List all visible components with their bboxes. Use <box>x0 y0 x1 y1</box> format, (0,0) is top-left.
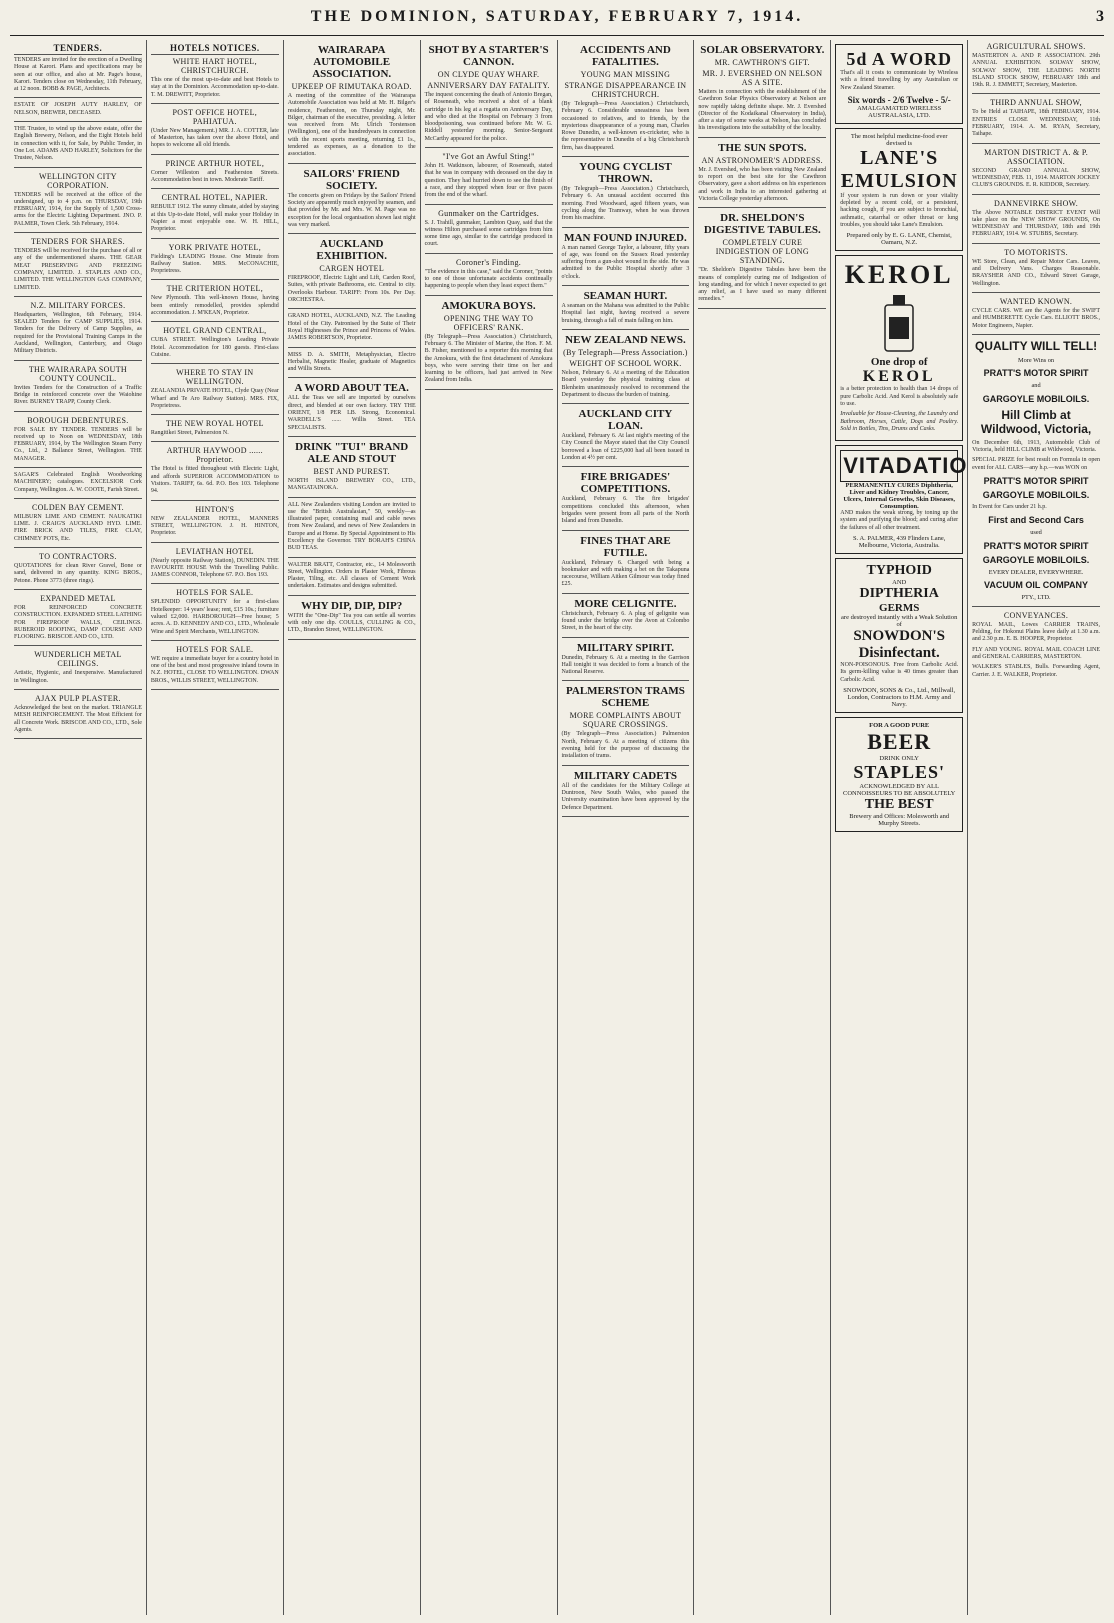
item-heading: AJAX PULP PLASTER. <box>35 694 121 704</box>
divider <box>288 557 416 558</box>
vitadatio-ad-headline: VITADATIO <box>840 450 958 482</box>
snowdons-ad <box>835 558 963 713</box>
vitadatio-ad-address: S. A. PALMER, 439 Flinders Lane, Melbourne, Victoria, Australia. <box>852 535 946 550</box>
masthead <box>10 8 1104 36</box>
article-text: Auckland, February 6. At last night's meeting of the City Council the Mayor stated that the City Council borrowed a loan of £225,000 had all been issued in London at 4½ per cent. <box>561 433 690 462</box>
article-headline: WAIRARAPA AUTOMOBILE ASSOCIATION. <box>312 44 392 80</box>
staples-beer-ad <box>835 717 963 832</box>
column-associations <box>284 40 421 1615</box>
article-subheading: Gunmaker on the Cartridges. <box>438 208 540 218</box>
divider <box>14 97 142 98</box>
article-subheading-2: ANNIVERSARY DAY FATALITY. <box>427 81 550 90</box>
divider <box>972 243 1100 244</box>
article-text: WITH the "One-Dip" Tea you can settle all worries with only one dip. COULLS, CULLING & CO., LTD., Brandon Street, WELLINGTON. <box>287 612 416 634</box>
pratt-dealer: EVERY DEALER, EVERYWHERE. <box>988 568 1084 576</box>
article-text: All of the candidates for the Military College at Duntroon, New South Wales, who passed the University examination have been approved by the Defence Department. <box>561 782 690 811</box>
item-text: SAGAR'S Celebrated English Woodworking MACHINERY; catalogues. EXCELSIOR Cork Company, Wellington. A. W. COOTE, Farish Street. <box>14 471 142 493</box>
article-text: (By Telegraph—Press Association.) Christchurch, February 6. The Minister of Marine, the Hon. F. M. B. Fisher, mentioned to a reporter this morning that the Amokura, with the first detachment of Amokura boys, who were serving their time on her and learning to be officers, had just arrived in New Zealand from India. <box>424 333 553 384</box>
article-text: Christchurch, February 6. A plug of gelignite was found under the bridge over the Avon at Colombo Street, in the heart of the city. <box>561 610 690 632</box>
item-heading: MARTON DISTRICT A. & P. ASSOCIATION. <box>984 147 1089 166</box>
article-subheading: Coroner's Finding. <box>456 257 522 267</box>
article-subheading: CARGEN HOTEL <box>319 264 385 274</box>
divider <box>14 589 142 590</box>
wireless-ad <box>835 44 963 124</box>
divider <box>151 500 279 501</box>
divider <box>562 285 690 286</box>
item-heading: AGRICULTURAL SHOWS. <box>986 42 1086 51</box>
divider <box>14 411 142 412</box>
item-text: (Nearly opposite Railway Station), DUNEDIN. THE FAVOURITE HOUSE With the Travelling Public. JAMES CONNOR, Telephone 67. P.O. Box 193. <box>150 557 279 579</box>
wireless-ad-headline: 5d A WORD <box>846 49 953 69</box>
article-subheading-2: WEIGHT OF SCHOOL WORK. <box>569 358 682 368</box>
item-heading: WUNDERLICH METAL CEILINGS. <box>34 650 122 669</box>
divider <box>562 227 690 228</box>
vacuum-oil-company: VACUUM OIL COMPANY <box>984 580 1089 591</box>
staples-ad-ack: ACKNOWLEDGED BY ALL CONNOISSEURS TO BE ABSOLUTELY <box>843 782 956 797</box>
article-text: NORTH ISLAND BREWERY CO., LTD., MANGATAINOKA. <box>287 477 416 492</box>
item-text: ESTATE OF JOSEPH AUTY HARLEY, OF NELSON, BREWER, DECEASED. <box>14 102 142 116</box>
item-heading: EXPANDED METAL <box>40 593 116 603</box>
item-text: To be Held at TAIHAPE, 18th FEBRUARY, 1914. ENTRIES CLOSE WEDNESDAY, 11th FEBRUARY, 1914. A. M. RYAN, Secretary, Taihape. <box>972 109 1100 138</box>
divider <box>562 680 690 681</box>
divider <box>151 542 279 543</box>
item-text: MASTERTON A. AND P. ASSOCIATION. 29th ANNUAL EXHIBITION. SOLWAY SHOW, SOLWAY SHOW, THE LEADING NORTH ISLAND STOCK SHOW, FEBRUARY 18th and 19th. R. J. EMMETT, Secretary, Masterton. <box>972 53 1100 89</box>
article-subheading: UPKEEP OF RIMUTAKA ROAD. <box>291 82 412 91</box>
divider <box>151 441 279 442</box>
page-number: 3 <box>1096 8 1104 25</box>
item-heading: TO CONTRACTORS. <box>39 552 117 562</box>
column-cannon-story <box>421 40 558 1615</box>
article-text: John H. Watkinson, labourer, of Roseneath, stated that he was in company with deceased on the day in question. They had hurried down to see the finish of a race, and they stopped when four or five paces from the end of the wharf. <box>424 163 553 199</box>
item-heading: THE NEW ROYAL HOTEL <box>165 419 264 429</box>
divider <box>562 637 690 638</box>
article-text: "The evidence in this case," said the Coroner, "points to one of those unfortunate accidents continually happening to people when they least expect them." <box>424 268 553 290</box>
divider <box>972 143 1100 144</box>
section-heading: TENDERS. <box>14 43 142 55</box>
article-subheading: (By Telegraph—Press Association.) <box>563 347 688 357</box>
article-subheading: YOUNG MAN MISSING <box>580 70 671 79</box>
columns <box>10 40 1104 1615</box>
divider <box>151 689 279 690</box>
conveyance-item: ROYAL MAIL, Lowes CARRIER TRAINS, Pelding, for Hokonui Plains leave daily at 1.30 a.m. and 2.30 p.m. E. B. HOOPER, Proprietor. <box>972 621 1100 643</box>
snowdons-ad-maker: SNOWDON, SONS & Co., Ltd., Millwall, London, Contractors to H.M. Army and Navy. <box>843 686 956 708</box>
wireless-ad-text: That's all it costs to communicate by Wireless with a friend travelling by any Australian or New Zealand Steamer. <box>840 70 959 91</box>
item-text: FOR SALE BY TENDER. TENDERS will be received up to Noon on WEDNESDAY, 18th FEBRUARY, 1914, by The Wellington Steam Ferry Co., Ltd., 2 Ballance Street, Wellington. THE MANAGER. <box>14 426 142 462</box>
divider <box>288 595 416 596</box>
column-tenders <box>10 40 147 1615</box>
lanes-emulsion-ad <box>835 128 963 251</box>
vitadatio-ad-text: AND makes the weak strong, by toning up the system and purifying the blood; and curing after the failures of all other treatment. <box>840 510 959 531</box>
article-headline: WHY DIP, DIP, DIP? <box>301 599 403 612</box>
divider <box>14 467 142 468</box>
article-text: The inquest concerning the death of Antonio Bregan, of Roseneath, who received a shot of a blank cartridge in his leg at a regatta on Anniversary Day, and who died at the Hospital on February 3 from bloodpoisoning, was continued before Mr. W. G. Riddell yesterday morning. Senior-Sergeant McCarthy appeared for the police. <box>424 92 553 142</box>
divider <box>698 308 826 309</box>
divider <box>14 645 142 646</box>
article-subheading: COMPLETELY CURE INDIGESTION OF LONG STANDING. <box>715 238 809 266</box>
divider <box>562 593 690 594</box>
article-headline: AMOKURA BOYS. <box>441 299 536 312</box>
article-subheading: "I've Got an Awful Sting!" <box>442 152 535 162</box>
article-headline: MILITARY CADETS <box>573 769 678 782</box>
article-text: Mr. J. Evershed, who has been visiting New Zealand to report on the best site for the Cawthron Observatory, gave a short address on his experiences and work in India to an interested gathering at Victoria College yesterday afternoon. <box>698 166 827 202</box>
divider <box>14 498 142 499</box>
article-subheading: MR. CAWTHRON'S GIFT. <box>714 58 810 67</box>
lanes-ad-headline: LANE'S EMULSION <box>840 146 958 192</box>
item-heading: PRINCE ARTHUR HOTEL, <box>165 158 265 168</box>
column-hotels <box>147 40 284 1615</box>
item-text: TENDERS will be received for the purchase of all or any of the undermentioned shares. THE GEAR MEAT PRESERVING AND FREEZING COMPANY, LIMITED. J. STAPLES AND CO., LIMITED. THE WELLINGTON GAS COMPANY, LIMITED. <box>14 248 142 291</box>
item-text: Invites Tenders for the Construction of a Traffic Bridge in reinforced concrete over the Waiohine River. BURNEY TRAPP, County Clerk. <box>14 384 142 406</box>
article-headline: NEW ZEALAND NEWS. <box>565 333 686 346</box>
article-headline: SOLAR OBSERVATORY. <box>700 44 825 56</box>
staples-ad-kicker: FOR A GOOD PURE <box>869 721 930 729</box>
kerol-ad-text: is a better protection to health than 14 drops of pure Carbolic Acid. And Kerol is absolutely safe to use. <box>840 386 959 407</box>
item-heading: POST OFFICE HOTEL, PAHIATUA. <box>172 107 258 126</box>
item-heading: HOTELS FOR SALE. <box>176 644 254 654</box>
divider <box>151 154 279 155</box>
article-subheading-2: STRANGE DISAPPEARANCE IN CHRISTCHURCH. <box>564 81 687 99</box>
pratt-text-2: SPECIAL PRIZE for best result on Formula in open event for ALL CARS—any h.p.—was WON on <box>972 457 1100 471</box>
article-text: Matters in connection with the establishment of the Cawthron Solar Physics Observatory at Nelson are now rapidly taking definite shape. Mr. J. Evershed (Director of the Kodaikanal Observatory in India), after a stay of some weeks at Nelson, has concluded his investigations into the suitability of the locality. <box>698 89 827 132</box>
article-text: A meeting of the committee of the Wairarapa Automobile Association was held at Mr. H. Bilger's residence, Featherston, on Thursday night, Mr. Bilger, chairman of the executive, presiding. A letter was received from Mr. Ulrich Torstenson (Wellington), one of the hundredyears in connection with the recent sports meeting, returning £1 1s., tendered as expenses, as a donation to the association. <box>287 93 416 158</box>
article-text: Nelson, February 6. At a meeting of the Education Board yesterday the physical training class at Blenheim unanimously resolved to recommend the Department to discuss the burden of training. <box>561 369 690 398</box>
divider <box>288 639 416 640</box>
wireless-ad-company: AMALGAMATED WIRELESS AUSTRALASIA, LTD. <box>857 104 942 119</box>
divider <box>425 147 553 148</box>
article-headline: ACCIDENTS AND FATALITIES. <box>580 44 671 68</box>
divider <box>288 163 416 164</box>
kerol-ad-uses: Invaluable for House-Cleaning, the Laundry and Bathroom, Horses, Cattle, Dogs and Poultry. Sold in Bottles, Tins, Drums and Casks. <box>840 411 959 432</box>
divider <box>151 103 279 104</box>
divider <box>14 738 142 739</box>
divider <box>288 436 416 437</box>
kerol-ad <box>835 255 963 441</box>
item-heading: COLDEN BAY CEMENT. <box>31 502 124 512</box>
staples-ad-headline: STAPLES' <box>853 761 946 782</box>
article-headline: DRINK "TUI" BRAND ALE AND STOUT <box>295 440 409 465</box>
item-heading: HOTELS FOR SALE. <box>176 588 254 598</box>
vitadatio-ad <box>835 445 968 554</box>
article-headline: A WORD ABOUT TEA. <box>294 382 409 395</box>
divider <box>151 414 279 415</box>
article-headline: SHOT BY A STARTER'S CANNON. <box>428 44 549 68</box>
article-headline: MAN FOUND INJURED. <box>564 231 687 244</box>
snowdons-ad-text: NON-POISONOUS. Free from Carbolic Acid. Its germ-killing value is 40 times greater than Carbolic Acid. <box>840 662 959 683</box>
article-headline: PALMERSTON TRAMS SCHEME <box>565 685 685 710</box>
item-text: FOR REINFORCED CONCRETE CONSTRUCTION. EXPANDED STEEL LATHING FOR FIREPROOF WALLS, CEILINGS. RUBEROID ROOFING, DAMP COURSE AND FLOORING. BRISCOE AND CO., LTD. <box>14 604 142 641</box>
bottle-icon <box>879 293 919 353</box>
item-heading: WHITE HART HOTEL, CHRISTCHURCH. <box>172 57 257 75</box>
item-text: NEW ZEALANDER HOTEL, MANNERS STREET, WELLINGTON. J. H. HINTON, Proprietor. <box>150 515 279 537</box>
item-text: SPLENDID OPPORTUNITY for a first-class Hotelkeeper: 14 years' lease; rent, £15 10s.; furniture valued £2,000. HARBOROUGH—Free house; 5 acres. A. D. KENNEDY AND CO., LTD., Wholesale Wine and Spirit Merchants, WELLINGTON. <box>150 599 279 635</box>
item-heading: DANNEVIRKE SHOW. <box>994 198 1079 208</box>
article-text: (By Telegraph—Press Association.) Christchurch, February 6. An unusual accident occurred this morning. Fred Woodward, aged fifteen years, was cycling along the Tramway, when he was thrown from his machine. <box>561 186 690 222</box>
article-headline: AUCKLAND EXHIBITION. <box>316 238 387 263</box>
article-subheading: BEST AND PUREST. <box>313 466 390 476</box>
item-text: QUOTATIONS for clean River Gravel, Bone or sand, delivered in any quantity. KING BROS., Petone. Phone 3773 (three rings). <box>14 563 142 584</box>
lanes-ad-kicker: The most helpful medicine-food ever devised is <box>850 132 948 147</box>
conveyances-heading: CONVEYANCES. <box>1003 610 1069 620</box>
article-headline: YOUNG CYCLIST THROWN. <box>579 161 672 186</box>
gargoyle-mobiloils-2: GARGOYLE MOBILOILS. <box>982 490 1090 501</box>
article-text: Dunedin, February 6. At a meeting in the Garrison Hall tonight it was decided to form a branch of the National Reserve. <box>561 654 690 676</box>
item-text: ZEALANDIA PRIVATE HOTEL, Clyde Quay (Near Wharf and Te Aro Railway Station). MRS. FIX, Proprietress. <box>150 388 279 409</box>
item-heading: HINTON'S <box>195 504 235 514</box>
divider <box>151 363 279 364</box>
staples-ad-beer: BEER <box>867 728 932 754</box>
conveyance-item: FLY AND YOUNG. ROYAL MAIL COACH LINE and GENERAL CARRIERS, MASTERTON. <box>972 646 1100 660</box>
item-text: Corner Willeston and Featherston Streets. Accommodation best in town. Moderate Tariff. <box>150 169 279 184</box>
divider <box>972 194 1100 195</box>
divider <box>288 347 416 348</box>
pratt-and: and <box>1031 382 1041 390</box>
masthead-title: THE DOMINION, SATURDAY, FEBRUARY 7, 1914. <box>310 8 804 25</box>
divider <box>14 121 142 122</box>
item-text: This one of the most up-to-date and best Hotels to stay at in the Dominion. Accommodation up-to-date. T. M. DREWITT, Proprietor. <box>150 77 279 98</box>
snowdons-germs: GERMS <box>879 602 920 615</box>
staples-ad-address: Brewery and Offices: Molesworth and Murphy Streets. <box>849 812 950 827</box>
lanes-ad-text: If your system is run down or your vitality depleted by a recent cold, or a persistent, hacking cough, if you are subject to bronchial, asthmatic, catarrhal or other throat or lung troubles, you should take Lane's Emulsion. <box>840 192 959 229</box>
item-heading: LEVIATHAN HOTEL <box>175 546 254 556</box>
divider <box>972 292 1100 293</box>
divider <box>288 308 416 309</box>
divider <box>151 279 279 280</box>
item-heading: BOROUGH DEBENTURES. <box>27 415 129 425</box>
item-text: Acknowledged the best on the market. TRIANGLE MESH REINFORCEMENT. The Most Efficient for all Concrete Work. BRISCOE AND CO., LTD., Sole Agents. <box>14 705 142 733</box>
divider <box>562 329 690 330</box>
divider <box>972 334 1100 335</box>
article-headline: FIRE BRIGADES' COMPETITIONS. <box>580 471 671 496</box>
pratt-hill-climb: Hill Climb at Wildwood, Victoria, <box>980 407 1092 436</box>
article-text: (By Telegraph—Press Association.) Christchurch, February 6. Considerable uneasiness has been occasioned to relatives, and to friends, by the mysterious disappearance of a young man, Charles Rowe Dunedin, a well-known ex-cricketer, who is the representative in Dunedin of a big Christchurch firm, has disappeared. <box>561 101 690 151</box>
divider <box>14 547 142 548</box>
article-text: WALTER BRATT, Contractor, etc., 14 Molesworth Street, Wellington. Orders in Plaster Work, Fibrous Plaster, Tiling, etc. All classes of Cement Work undertaken. Estimates and designs submitted. <box>287 561 416 590</box>
column-solar-observatory <box>694 40 831 1615</box>
article-text: Auckland, February 6. Charged with being a bookmaker and with making a bet on the Takapuna racecourse, William Aitken Gilmour was today fined £25. <box>561 559 690 588</box>
item-text: Fielding's LEADING House. One Minute from Railway Station. MRS. McCONACHIE, Proprietress. <box>150 253 279 275</box>
snowdons-and: AND <box>892 579 907 587</box>
article-text: MISS D. A. SMITH, Metaphysician, Electro Herbalist, Magnetic Healer, graduate of Magnetics and Willis Streets. <box>287 351 416 373</box>
vitadatio-ad-cures: PERMANENTLY CURES Diphtheria, Liver and Kidney Troubles, Cancer, Ulcers, Internal Growths, Skin Diseases, Consumption. <box>843 482 956 511</box>
item-text: Headquarters, Wellington, 6th February, 1914. SEALED Tenders for CAMP SUPPLIES, 1914. Tenders for the Delivery of Camp Supplies, as required for the Provisional Training Camps in the Auckland, Wellington, Canterbury, and Otago Military Districts. <box>14 311 142 355</box>
divider <box>562 466 690 467</box>
divider <box>151 188 279 189</box>
divider <box>14 360 142 361</box>
divider <box>288 233 416 234</box>
article-text: Auckland, February 6. The fire brigades' competitions concluded this afternoon, when brigades were present from all parts of the North Island and from Dunedin. <box>561 496 690 525</box>
divider <box>288 497 416 498</box>
item-text: REBUILT 1912. The sunny climate, aided by staying at this Up-to-date Hotel, will make your Holiday in Napier a most enjoyable one. W. H. HILL, Proprietor. <box>150 204 279 233</box>
item-heading: WHERE TO STAY IN WELLINGTON. <box>176 368 254 387</box>
article-text: A seaman on the Mahana was admitted to the Public Hospital last night, having received a severe bruising, through a fall of main falling on him. <box>561 303 690 324</box>
divider <box>562 156 690 157</box>
snowdons-diptheria: DIPTHERIA <box>859 586 939 602</box>
divider <box>562 765 690 766</box>
item-heading: WELLINGTON CITY CORPORATION. <box>38 171 117 190</box>
item-text: WE require a immediate buyer for a country hotel in one of the best and most progressive inland towns in N.Z. HOTEL, CLOSE TO WELLINGTON. DWAN BROS., WILLIS STREET, WELLINGTON. <box>150 655 279 684</box>
article-headline: MILITARY SPIRIT. <box>576 641 675 654</box>
divider <box>288 377 416 378</box>
article-text: (By Telegraph—Press Association.) Palmerston North, February 6. At a meeting of citizens this evening held for the purpose of discussing the installation of trams. <box>561 731 690 760</box>
article-subheading-2: MR. J. EVERSHED ON NELSON AS A SITE. <box>702 69 823 87</box>
divider <box>425 389 553 390</box>
article-subheading: ON CLYDE QUAY WHARF. <box>437 70 540 79</box>
item-text: TENDERS will be received at the office of the undersigned, up to 4 p.m. on THURSDAY, 19th FEBRUARY, 1914, for the Supply of 1,500 Cross-arms for the Electric Lighting Department. JNO. P. PALMER, Town Clerk. 5th February, 1914. <box>14 191 142 227</box>
staples-ad-best: THE BEST <box>864 796 934 812</box>
pratt-text-3: In Event for Cars under 21 h.p. <box>972 504 1047 511</box>
snowdons-typhoid: TYPHOID <box>866 563 932 579</box>
divider <box>698 137 826 138</box>
article-text: A man named George Taylor, a labourer, fifty years of age, was found on the Sussex Road yesterday suffering from a gun-shot wound in the side. He was admitted to the Public Hospital shortly after 3 o'clock. <box>561 244 690 280</box>
article-text: S. J. Trahill, gunmaker, Lambton Quay, said that the witness Hilton purchased some cartridges from him some time ago, similar to the cartridge produced in court. <box>424 219 553 248</box>
pratt-motor-spirit: PRATT'S MOTOR SPIRIT <box>983 368 1089 379</box>
divider <box>562 530 690 531</box>
divider <box>151 321 279 322</box>
item-heading: WANTED KNOWN. <box>999 296 1073 306</box>
item-text: TENDERS are invited for the erection of a Dwelling House at Karori. Plans and specifications may be seen at our office, and also at Mr. Page's house, Karori. Tenders close on Wednesday, 11th February, at 12 noon. BOBB & PAGE, Architects. <box>14 57 142 93</box>
divider <box>14 167 142 168</box>
gargoyle-mobiloils-3: GARGOYLE MOBILOILS. <box>982 554 1090 565</box>
item-heading: TENDERS FOR SHARES. <box>30 237 125 247</box>
pratt-used: used <box>1030 529 1042 537</box>
item-heading: ARTHUR HAYWOOD ...... Proprietor. <box>166 446 263 465</box>
pratt-motor-spirit-2: PRATT'S MOTOR SPIRIT <box>983 476 1089 487</box>
item-text: MILBURN LIME AND CEMENT. NAUKATIKI LIME. J. CRAIG'S AUCKLAND HYD. LIME. FIRE BRICK AND TILES, FIRE CLAY, CHIMNEY POTS, Etc. <box>14 513 142 542</box>
article-text: The concerts given on Fridays by the Sailors' Friend Society are apparently much enjoyed by seamen, and that provided by Mr. and Mrs. W. M. Page was no exception for the local organisation shown last night was very marked. <box>287 192 416 228</box>
item-heading: THE WAIRARAPA SOUTH COUNTY COUNCIL. <box>28 364 128 383</box>
item-heading: HOTEL GRAND CENTRAL, <box>163 326 267 336</box>
item-text: WE Store, Clean, and Repair Motor Cars. Leaves, and Delivery Vans. Charges Reasonable. BRAYSHER AND CO., Edward Street Garage, Wellington. <box>972 258 1100 287</box>
article-subheading: MORE COMPLAINTS ABOUT SQUARE CROSSINGS. <box>569 711 682 730</box>
article-headline: SEAMAN HURT. <box>583 290 668 303</box>
lanes-ad-maker: Prepared only by E. G. LANE, Chemist, Oamaru, N.Z. <box>846 232 952 247</box>
article-headline: MORE CELIGNITE. <box>574 597 677 610</box>
kerol-ad-headline: KEROL <box>844 260 954 290</box>
item-text: The Above NOTABLE DISTRICT EVENT Will take place on the NEW SHOW GROUNDS, On WEDNESDAY and THURSDAY, 18th and 19th FEBRUARY, 1914. W. STUBBS, Secretary. <box>972 209 1100 238</box>
kerol-ad-line1: One drop of <box>870 356 928 369</box>
pratt-wins: More Wins on <box>1018 356 1055 364</box>
wireless-ad-rates: Six words - 2/6 Twelve - 5/- <box>847 94 951 105</box>
divider <box>151 238 279 239</box>
divider <box>14 689 142 690</box>
item-text: Rangitikei Street, Palmerston N. <box>150 430 229 437</box>
divider <box>425 295 553 296</box>
pratt-text-1: On December 6th, 1913, Automobile Club of Victoria, held HILL CLIMB at Wildwood, Victoria. <box>972 439 1100 454</box>
kerol-ad-name: KEROL <box>862 368 936 386</box>
divider <box>698 207 826 208</box>
article-headline: FINES THAT ARE FUTILE. <box>580 534 671 559</box>
article-headline: THE SUN SPOTS. <box>718 141 807 154</box>
item-heading: TO MOTORISTS. <box>1004 247 1068 257</box>
article-text: ALL New Zealanders visiting London are invited to use the "British Australasian," 50, weekly—as illustrated paper, containing mail and cable news from New Zealand, and news of New Zealanders in Europe and at Home. By Special Appointment to His Excellency the Governor. TRY BORAH'S CHINA BUD TEAS. <box>287 501 416 552</box>
vacuum-pty: PTY., LTD. <box>1021 594 1051 602</box>
pratt-first-second: First and Second Cars <box>988 515 1084 526</box>
article-headline: AUCKLAND CITY LOAN. <box>578 408 673 433</box>
divider <box>425 204 553 205</box>
snowdons-ad-headline: SNOWDON'S Disinfectant. <box>853 628 946 662</box>
divider <box>972 93 1100 94</box>
article-subheading: OPENING THE WAY TO OFFICERS' RANK. <box>443 313 534 332</box>
item-text: The Hotel is fitted throughout with Electric Light, and affords SUPERIOR ACCOMMODATION to Visitors. TARIFF, 6s. 6d. P.O. Box 103. Telephone 94. <box>150 466 279 495</box>
divider <box>14 296 142 297</box>
article-text: GRAND HOTEL, AUCKLAND, N.Z. The Leading Hotel of the City. Patronised by the Suite of Their Royal Highnesses the Prince and Princess of Wales. JAMES ROBERTSON, Proprietor. <box>287 313 416 342</box>
article-text: FIREPROOF, Electric Light and Lift, Carden Roof, Suites, with private Bathrooms, etc. Central to city. Overlooks Harbour. TARIFF: From 10s. Per Day. ORCHESTRA. <box>287 275 416 304</box>
divider <box>562 816 690 817</box>
article-headline: DR. SHELDON'S DIGESTIVE TABULES. <box>703 212 821 237</box>
divider <box>151 640 279 641</box>
article-subheading: AN ASTRONOMER'S ADDRESS. <box>701 155 823 165</box>
section-heading: HOTELS NOTICES. <box>151 43 279 55</box>
divider <box>562 403 690 404</box>
item-text: Artistic, Hygienic, and Inexpensive. Manufactured in Wellington. <box>14 670 142 684</box>
article-headline: SAILORS' FRIEND SOCIETY. <box>303 167 400 192</box>
pratt-motor-spirit-3: PRATT'S MOTOR SPIRIT <box>983 540 1089 551</box>
item-text: THE Trustee, to wind up the above estate, offer the English Brewery, Nelson, and the Eight Hotels held in connection with it, for Sale, by Public Tender, in One Lot. ADAMS AND HARLEY, Solicitors for the Trustee, Nelson. <box>14 126 142 162</box>
column-accidents-news <box>558 40 695 1615</box>
divider <box>972 606 1100 607</box>
article-text: "Dr. Sheldon's Digestive Tabules have been the means of completely curing me of Indigestion of long standing, and for which I never expected to get any relief, as I have used so many different remedies." <box>698 267 827 303</box>
item-heading: N.Z. MILITARY FORCES. <box>30 300 126 310</box>
pratt-quality: QUALITY WILL TELL! <box>974 338 1098 353</box>
column-display-ads <box>831 40 968 1615</box>
column-shows-motoring <box>968 40 1104 1615</box>
snowdons-line: are destroyed instantly with a Weak Solution of <box>841 614 958 629</box>
item-text: CYCLE CARS. WE are the Agents for the SWIFT and HUMBERETTE Cycle Cars. ELLIOTT BROS., Motor Engineers, Napier. <box>972 307 1100 329</box>
item-heading: THIRD ANNUAL SHOW, <box>990 98 1082 108</box>
divider <box>151 583 279 584</box>
divider <box>14 232 142 233</box>
divider <box>425 253 553 254</box>
staples-ad-drink: DRINK ONLY <box>879 754 919 762</box>
article-text: ALL the Teas we sell are imported by ourselves direct, and blended at our own factory. TRY THE ORIENT, 1/8 PER LB. Strong, Economical. WARDELL'S ...... Willis Street. TEA SPECIALISTS. <box>287 395 416 431</box>
item-heading: CENTRAL HOTEL, NAPIER. <box>161 193 268 203</box>
item-text: CUBA STREET. Wellington's Leading Private Hotel. Accommodation for 180 guests. First-class Cuisine. <box>150 337 279 358</box>
item-text: SECOND GRAND ANNUAL SHOW, WEDNESDAY, FEB. 11, 1914. MARTON JOCKEY CLUB'S GROUNDS. E. R. KIDDOR, Secretary. <box>972 167 1100 189</box>
item-text: New Plymouth. This well-known House, having been entirely remodelled, provides splendid accommodation. J. M'KEAN, Proprietor. <box>150 295 279 317</box>
gargoyle-mobiloils: GARGOYLE MOBILOILS. <box>982 393 1090 404</box>
item-heading: YORK PRIVATE HOTEL, <box>168 242 262 252</box>
item-text: (Under New Management.) MR. J. A. COTTER, late of Masterton, has taken over the above Hotel, and hopes to welcome all old friends. <box>150 127 279 149</box>
conveyance-item: WALKER'S STABLES, Bulls. Forwarding Agent, Carrier. J. E. WALKER, Proprietor. <box>972 664 1100 678</box>
pratts-ad <box>972 339 1100 602</box>
item-heading: THE CRITERION HOTEL, <box>166 284 264 294</box>
